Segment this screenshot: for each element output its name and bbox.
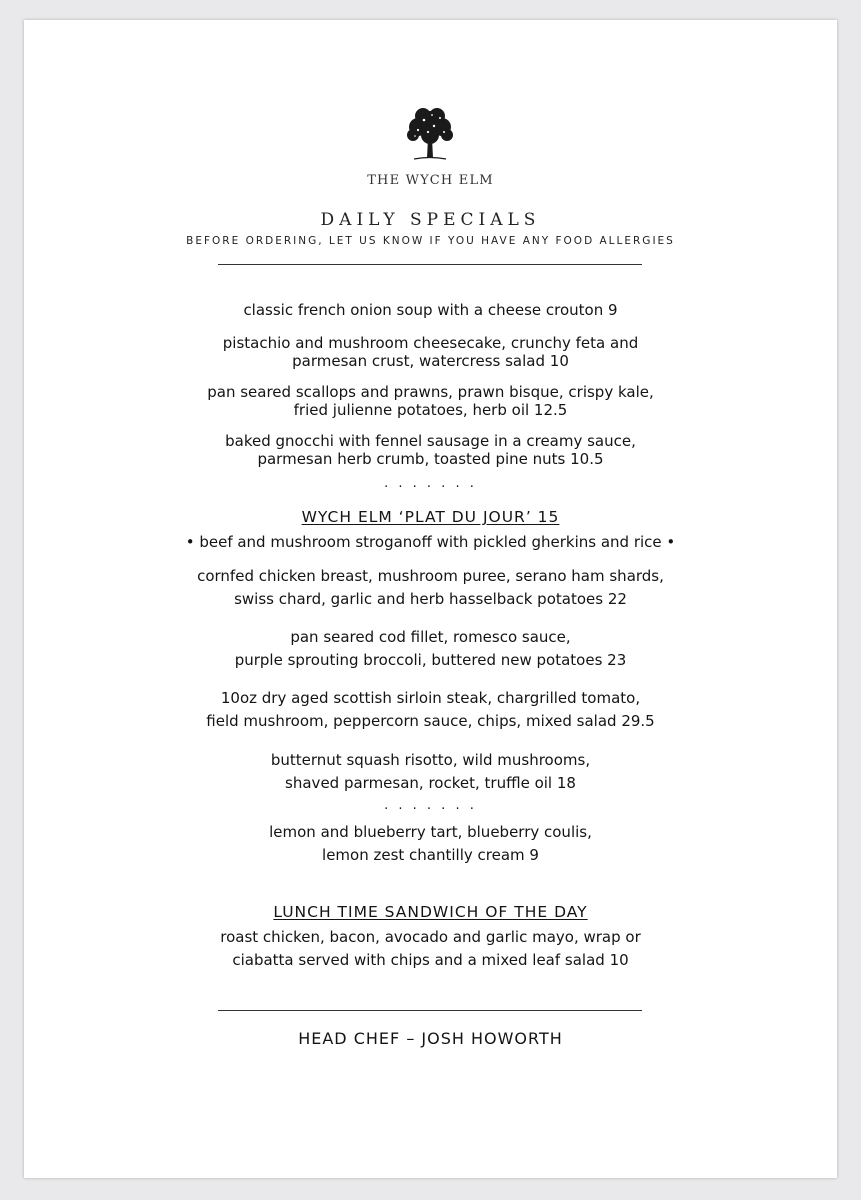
main-item <box>24 749 837 795</box>
dot-separator: . . . . . . . <box>384 798 477 813</box>
item-line: parmesan herb crumb, toasted pine nuts 10.5 <box>257 450 604 468</box>
starter-item <box>24 383 837 419</box>
item-line: ciabatta served with chips and a mixed leaf salad 10 <box>232 951 629 969</box>
main-item <box>24 626 837 672</box>
item-line: parmesan crust, watercress salad 10 <box>292 352 569 370</box>
item-line: baked gnocchi with fennel sausage in a creamy sauce, <box>225 432 636 450</box>
plat-du-jour-title-text: WYCH ELM ‘PLAT DU JOUR’ 15 <box>301 508 560 526</box>
item-line: cornfed chicken breast, mushroom puree, serano ham shards, <box>197 567 664 585</box>
item-line: lemon zest chantilly cream 9 <box>322 846 539 864</box>
top-divider <box>218 264 642 265</box>
head-chef-credit: HEAD CHEF – JOSH HOWORTH <box>298 1029 563 1048</box>
menu-page <box>24 20 837 1178</box>
item-line: 10oz dry aged scottish sirloin steak, chargrilled tomato, <box>220 689 641 707</box>
item-line: fried julienne potatoes, herb oil 12.5 <box>293 401 568 419</box>
main-item <box>24 687 837 733</box>
item-line: purple sprouting broccoli, buttered new potatoes 23 <box>234 651 627 669</box>
item-line: classic french onion soup with a cheese crouton 9 <box>243 301 618 319</box>
dot-separator: . . . . . . . <box>384 476 477 491</box>
allergy-notice: BEFORE ORDERING, LET US KNOW IF YOU HAVE ANY FOOD ALLERGIES <box>186 235 675 247</box>
restaurant-name: THE WYCH ELM <box>367 173 494 188</box>
item-line: swiss chard, garlic and herb hasselback potatoes 22 <box>234 590 627 608</box>
item-line: lemon and blueberry tart, blueberry coulis, <box>269 823 592 841</box>
item-line: pistachio and mushroom cheesecake, crunchy feta and <box>222 334 639 352</box>
item-line: butternut squash risotto, wild mushrooms, <box>270 751 591 769</box>
dessert-item <box>24 821 837 867</box>
bottom-divider <box>218 1010 642 1011</box>
sandwich-title-text: LUNCH TIME SANDWICH OF THE DAY <box>273 903 588 921</box>
starter-item <box>24 432 837 468</box>
item-line: shaved parmesan, rocket, truffle oil 18 <box>285 774 576 792</box>
sandwich-item <box>24 926 837 972</box>
starter-item <box>24 334 837 370</box>
sandwich-title <box>24 903 837 921</box>
item-line: roast chicken, bacon, avocado and garlic mayo, wrap or <box>220 928 641 946</box>
plat-du-jour-dish: • beef and mushroom stroganoff with pickled gherkins and rice • <box>185 533 676 551</box>
page-title: DAILY SPECIALS <box>320 210 541 230</box>
item-line: pan seared scallops and prawns, prawn bisque, crispy kale, <box>207 383 654 401</box>
elm-tree-logo-icon <box>404 106 456 164</box>
starter-item <box>24 301 837 319</box>
item-line: field mushroom, peppercorn sauce, chips, mixed salad 29.5 <box>206 712 655 730</box>
plat-du-jour-title <box>24 508 837 526</box>
main-item <box>24 565 837 611</box>
item-line: pan seared cod fillet, romesco sauce, <box>290 628 571 646</box>
